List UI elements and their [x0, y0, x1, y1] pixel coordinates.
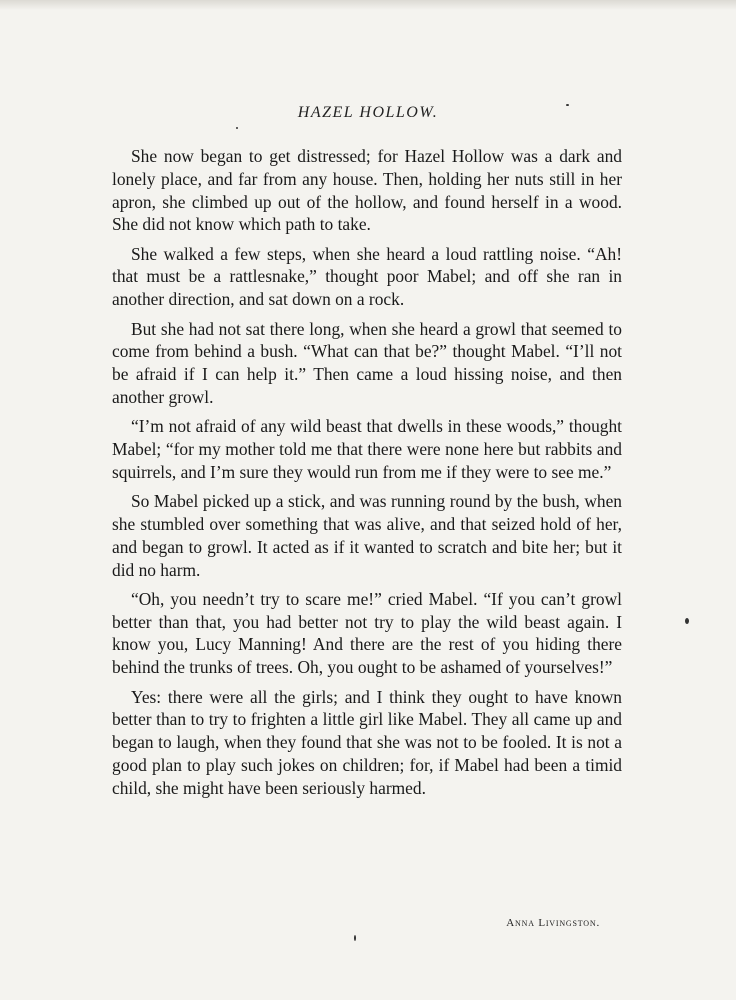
paragraph-4: “I’m not afraid of any wild beast that dwells in these woods,” thought Mabel; “for my mother told me that there were none here but rabbits and squirrels, and I’m sure they would run from me if they were to see me.” — [112, 416, 622, 482]
print-speck — [685, 618, 689, 624]
story-body — [112, 145, 622, 806]
paragraph-2: She walked a few steps, when she heard a loud rattling noise. “Ah! that must be a rattlesnake,” thought poor Mabel; and off she ran in another direction, and sat down on a rock. — [112, 243, 622, 310]
page-top-edge — [0, 0, 736, 10]
paragraph-5: So Mabel picked up a stick, and was running round by the bush, when she stumbled over something that was alive, and that seized hold of her, and began to growl. It acted as if it wanted to scratch and bite her; but it did no harm. — [112, 491, 622, 580]
print-speck — [354, 935, 356, 941]
print-speck — [236, 127, 238, 129]
print-speck — [566, 104, 569, 106]
paragraph-3: But she had not sat there long, when she heard a growl that seemed to come from behind a bush. “What can that be?” thought Mabel. “I’ll not be afraid if I can help it.” Then came a loud hissing noise, and then another growl. — [112, 318, 622, 407]
paragraph-1: She now began to get distressed; for Hazel Hollow was a dark and lonely place, and far from any house. Then, holding her nuts still in her apron, she climbed up out of the hollow, and found herself in a wood. She did not know which path to take. — [112, 146, 622, 235]
paragraph-7: Yes: there were all the girls; and I think they ought to have known better than to try to frighten a little girl like Mabel. They all came up and began to laugh, when they found that she was not to be fooled. It is not a good plan to play such jokes on children; for, if Mabel had been a timid child, she might have been seriously harmed. — [112, 686, 622, 798]
author-signature: Anna Livingston. — [506, 917, 600, 929]
running-head: HAZEL HOLLOW. — [297, 104, 439, 121]
paragraph-6: “Oh, you needn’t try to scare me!” cried Mabel. “If you can’t growl better than that, you had better not try to play the wild beast again. I know you, Lucy Manning! And there are the rest of you hiding there behind the trunks of trees. Oh, you ought to be ashamed of yourselves!” — [112, 588, 622, 678]
